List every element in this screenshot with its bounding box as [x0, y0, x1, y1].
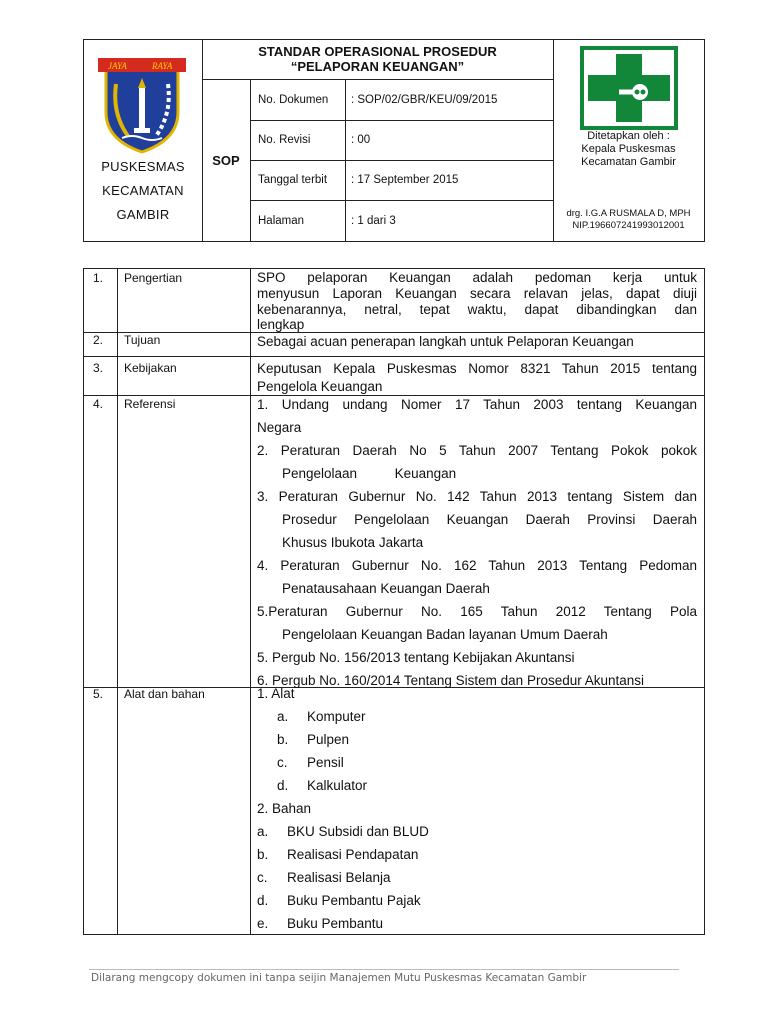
list-marker: c. — [277, 755, 288, 770]
approval-cell — [553, 40, 704, 241]
list-text: Realisasi Belanja — [287, 870, 391, 885]
list-marker: b. — [277, 732, 289, 747]
text-line: SPO pelaporan Keuangan adalah pedoman kerja untuk — [257, 270, 697, 285]
section-label-kebijakan: Kebijakan — [124, 361, 177, 375]
approved-line-2: Kepala Puskesmas — [581, 143, 676, 155]
list-marker: e. — [257, 916, 269, 931]
meta-row-dokumen — [250, 80, 553, 121]
meta-value: : 17 September 2015 — [351, 174, 459, 186]
column-divider — [117, 269, 118, 934]
reference-item: 4. Peraturan Gubernur No. 162 Tahun 2013 Tentang Pedoman — [257, 558, 697, 573]
org-cell — [84, 40, 203, 241]
reference-item: Khusus Ibukota Jakarta — [282, 535, 424, 550]
doc-info-cell — [202, 40, 554, 241]
document-title — [202, 40, 553, 80]
meta-label: Halaman — [250, 200, 346, 241]
list-text: Buku Pembantu Pajak — [287, 893, 421, 908]
section-number: 3. — [93, 361, 104, 375]
text-line: kebenarannya, netral, tepat waktu, dapat dibandingkan dan — [257, 302, 697, 317]
reference-item: 3. Peraturan Gubernur No. 142 Tahun 2013 tentang Sistem dan — [257, 489, 697, 504]
bahan-item — [257, 866, 697, 889]
signer-block — [553, 208, 704, 232]
meta-value: : SOP/02/GBR/KEU/09/2015 — [351, 94, 498, 106]
signer-name: drg. I.G.A RUSMALA D, MPH — [566, 208, 691, 219]
section-text-tujuan — [257, 332, 697, 352]
meta-label: Tanggal terbit — [250, 160, 346, 200]
meta-row-revisi — [250, 120, 553, 161]
puskesmas-cross-logo — [580, 46, 678, 130]
meta-row-tanggal — [250, 160, 553, 201]
section-number: 4. — [93, 397, 104, 411]
title-line-1: STANDAR OPERASIONAL PROSEDUR — [258, 44, 497, 59]
approved-line-1: Ditetapkan oleh : — [587, 130, 670, 142]
list-text: Realisasi Pendapatan — [287, 847, 419, 862]
list-marker: a. — [277, 709, 289, 724]
text-line: lengkap — [257, 317, 305, 332]
text-line: menyusun Laporan Keuangan secara relavan jelas, dapat diuji — [257, 286, 697, 301]
org-line-3: GAMBIR — [116, 207, 170, 222]
reference-item: Pengelolaan Keuangan Badan layanan Umum Daerah — [282, 627, 608, 642]
reference-item: 5.Peraturan Gubernur No. 165 Tahun 2012 Tentang Pola — [257, 604, 697, 619]
sop-content-table — [83, 268, 705, 935]
text-line: Pengelola Keuangan — [257, 379, 383, 394]
banner-text-left: JAYA — [108, 61, 127, 71]
org-name — [84, 155, 202, 227]
bahan-item — [257, 843, 697, 866]
section-label-alat-bahan: Alat dan bahan — [124, 687, 205, 701]
bahan-item — [257, 889, 697, 912]
org-line-2: KECAMATAN — [102, 183, 184, 198]
jakarta-emblem-logo — [94, 54, 190, 154]
section-label-tujuan: Tujuan — [124, 333, 161, 347]
section-list-alat-bahan — [257, 682, 697, 935]
meta-label: No. Revisi — [250, 120, 346, 160]
approved-line-3: Kecamatan Gambir — [581, 156, 676, 168]
org-line-1: PUSKESMAS — [101, 159, 185, 174]
list-marker: c. — [257, 870, 268, 885]
title-line-2: “PELAPORAN KEUANGAN” — [290, 59, 465, 74]
list-text: Pulpen — [307, 732, 350, 747]
reference-item: 1. Undang undang Nomer 17 Tahun 2003 tentang Keuangan — [257, 397, 697, 412]
alat-heading: 1. Alat — [257, 686, 295, 701]
list-marker: b. — [257, 847, 269, 862]
section-number: 5. — [93, 687, 104, 701]
section-number: 2. — [93, 333, 104, 347]
alat-item — [257, 774, 697, 797]
section-label-pengertian: Pengertian — [124, 271, 183, 285]
reference-item: Penatausahaan Keuangan Daerah — [282, 581, 490, 596]
reference-item: Pengelolaan Keuangan — [282, 466, 457, 481]
list-text: Komputer — [307, 709, 366, 724]
alat-item — [257, 751, 697, 774]
section-list-referensi — [257, 393, 697, 692]
list-text: Pensil — [307, 755, 344, 770]
list-marker: d. — [257, 893, 269, 908]
doc-meta-rows — [250, 80, 553, 241]
reference-item: 2. Peraturan Daerah No 5 Tahun 2007 Tentang Pokok pokok — [257, 443, 697, 458]
bahan-item — [257, 912, 697, 935]
footer-notice: Dilarang mengcopy dokumen ini tanpa seijin Manajemen Mutu Puskesmas Kecamatan Gambir — [91, 972, 587, 984]
header-table — [83, 39, 705, 242]
banner-text-right: RAYA — [152, 61, 173, 71]
signer-nip: NIP.196607241993012001 — [572, 220, 685, 231]
row-divider — [84, 356, 704, 357]
list-marker: a. — [257, 824, 269, 839]
reference-item: Prosedur Pengelolaan Keuangan Daerah Provinsi Daerah — [282, 512, 697, 527]
approved-by — [553, 130, 704, 169]
meta-label: No. Dokumen — [250, 80, 346, 120]
section-label-referensi: Referensi — [124, 397, 176, 411]
meta-value: : 1 dari 3 — [351, 214, 396, 227]
list-text: BKU Subsidi dan BLUD — [287, 824, 429, 839]
bahan-heading: 2. Bahan — [257, 801, 312, 816]
alat-item — [257, 705, 697, 728]
footer-divider — [89, 969, 679, 970]
list-marker: d. — [277, 778, 289, 793]
alat-item — [257, 728, 697, 751]
section-text-kebijakan — [257, 360, 697, 396]
reference-item: 6. Pergub No. 160/2014 Tentang Sistem dan Prosedur Akuntansi — [257, 673, 645, 688]
reference-item: 5. Pergub No. 156/2013 tentang Kebijakan Akuntansi — [257, 650, 575, 665]
sop-label: SOP — [202, 80, 251, 241]
text-line: Sebagai acuan penerapan langkah untuk Pelaporan Keuangan — [257, 334, 634, 349]
list-text: Buku Pembantu — [287, 916, 384, 931]
bahan-item — [257, 820, 697, 843]
list-text: Kalkulator — [307, 778, 368, 793]
section-text-pengertian — [257, 270, 697, 331]
section-number: 1. — [93, 271, 104, 285]
meta-row-halaman — [250, 200, 553, 241]
column-divider — [250, 269, 251, 934]
text-line: Keputusan Kepala Puskesmas Nomor 8321 Tahun 2015 tentang — [257, 361, 697, 376]
reference-item: Negara — [257, 420, 302, 435]
meta-value: : 00 — [351, 134, 371, 146]
